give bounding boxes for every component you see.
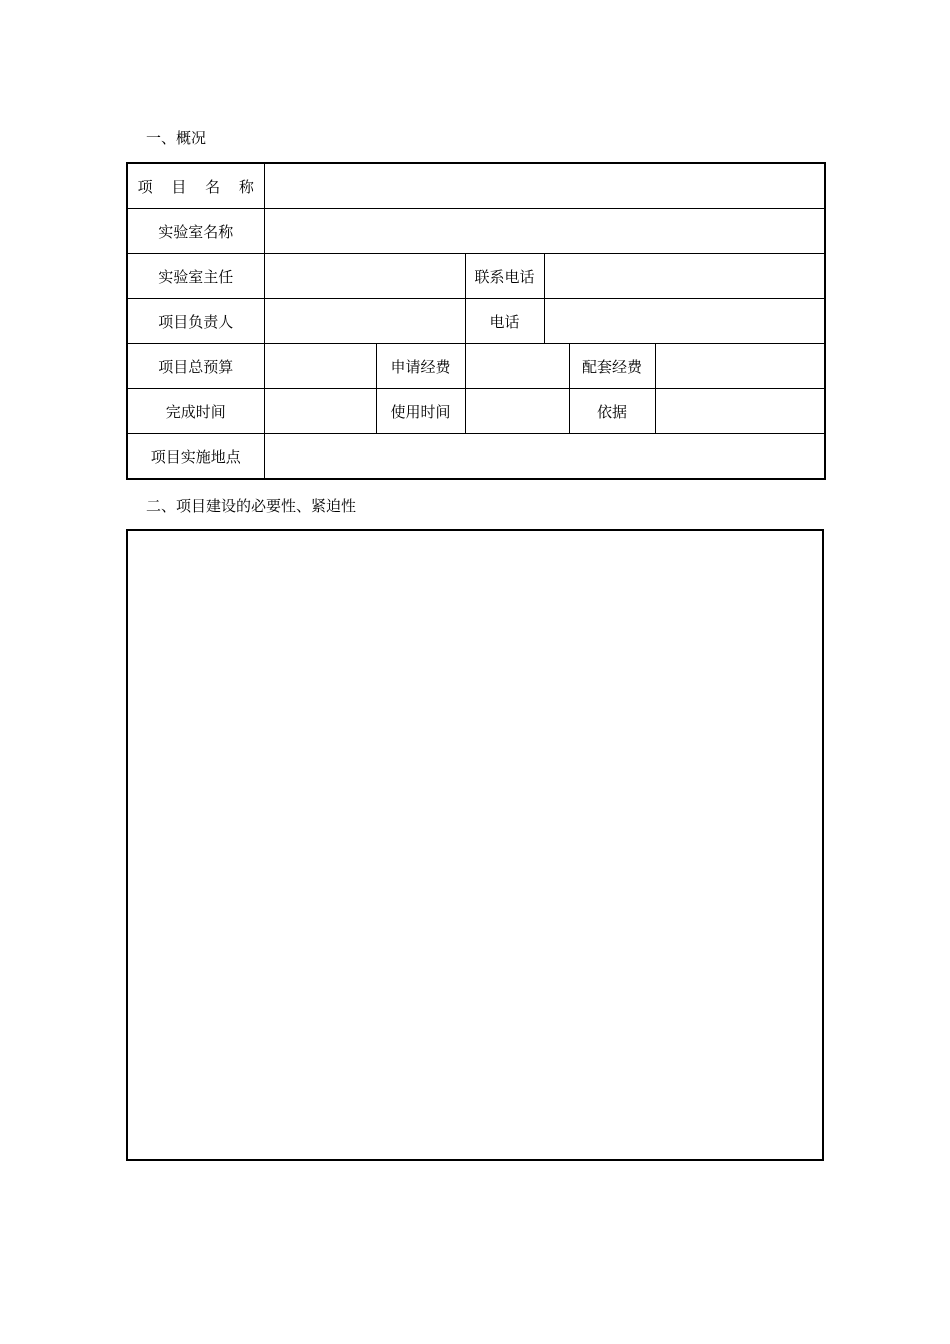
table-row	[127, 254, 825, 299]
table-row	[127, 344, 825, 389]
overview-table	[126, 162, 826, 480]
table-row	[127, 163, 825, 209]
total-budget-label: 项目总预算	[127, 344, 264, 389]
table-row	[127, 434, 825, 480]
lab-director-field[interactable]	[264, 254, 465, 299]
table-row	[127, 209, 825, 254]
project-name-label: 项 目 名 称	[127, 163, 264, 209]
usage-time-field[interactable]	[465, 389, 569, 434]
usage-time-label: 使用时间	[376, 389, 465, 434]
project-leader-field[interactable]	[264, 299, 465, 344]
lab-name-label: 实验室名称	[127, 209, 264, 254]
completion-time-field[interactable]	[264, 389, 376, 434]
location-label: 项目实施地点	[127, 434, 264, 480]
section-heading-overview: 一、概况	[146, 129, 207, 147]
contact-phone-label: 联系电话	[465, 254, 544, 299]
section-heading-necessity: 二、项目建设的必要性、紧迫性	[146, 497, 357, 515]
basis-field[interactable]	[655, 389, 825, 434]
phone-label: 电话	[465, 299, 544, 344]
project-leader-label: 项目负责人	[127, 299, 264, 344]
table-row	[127, 389, 825, 434]
contact-phone-field[interactable]	[544, 254, 825, 299]
project-name-field[interactable]	[264, 163, 825, 209]
matching-funds-field[interactable]	[655, 344, 825, 389]
lab-director-label: 实验室主任	[127, 254, 264, 299]
table-row	[127, 299, 825, 344]
lab-name-field[interactable]	[264, 209, 825, 254]
requested-funds-label: 申请经费	[376, 344, 465, 389]
matching-funds-label: 配套经费	[569, 344, 655, 389]
phone-field[interactable]	[544, 299, 825, 344]
necessity-text-area[interactable]	[126, 529, 824, 1161]
completion-time-label: 完成时间	[127, 389, 264, 434]
basis-label: 依据	[569, 389, 655, 434]
requested-funds-field[interactable]	[465, 344, 569, 389]
location-field[interactable]	[264, 434, 825, 480]
total-budget-field[interactable]	[264, 344, 376, 389]
